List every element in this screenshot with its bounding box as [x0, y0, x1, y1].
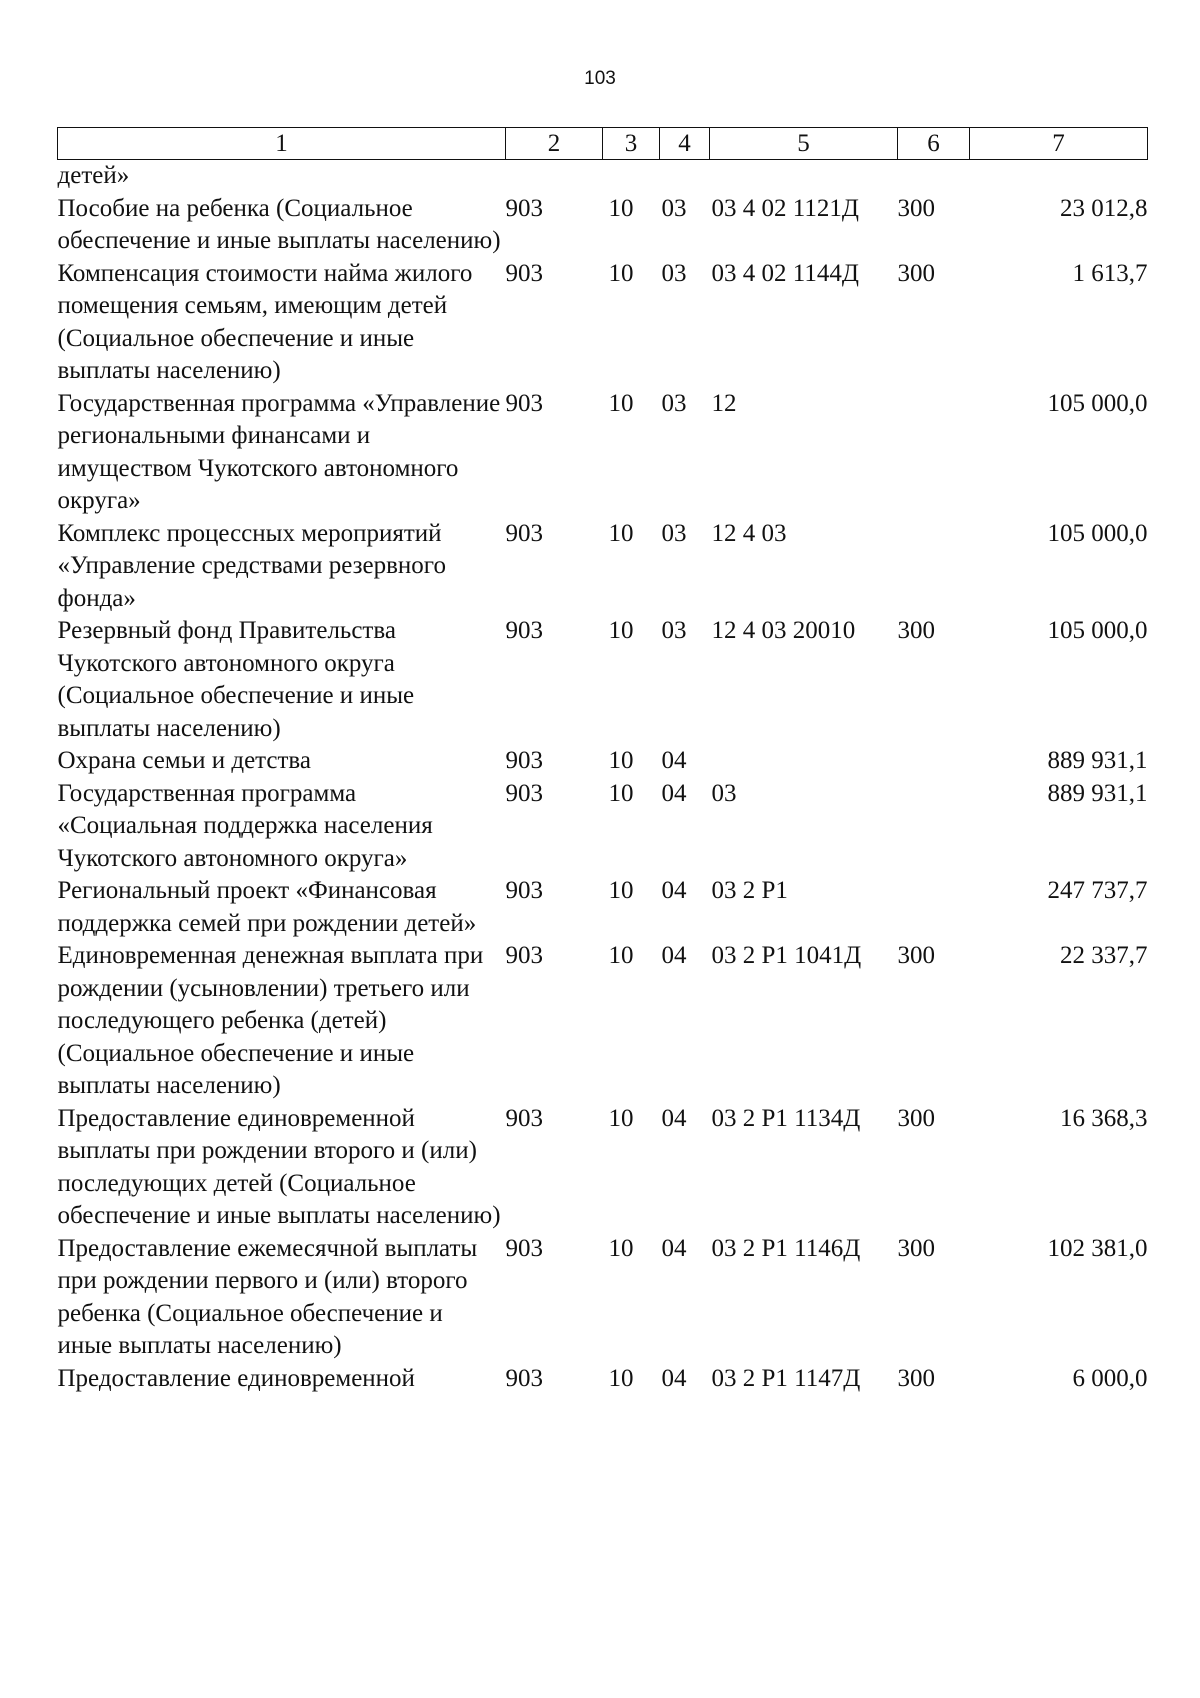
expense-type-code: 300: [897, 1234, 935, 1262]
target-article-code: 03 2 Р1 1134Д: [711, 1104, 861, 1132]
admin-code: [506, 160, 603, 193]
target-article-code: 03 2 Р1: [711, 877, 788, 904]
section-code: [603, 160, 660, 193]
table-body: [58, 160, 1148, 1396]
table-row: [58, 615, 1148, 745]
subsection-code: 03: [661, 194, 687, 222]
expense-type-code: 300: [897, 942, 935, 969]
amount: 102 381,0: [1047, 1234, 1148, 1262]
item-name: Предоставление единовременной: [57, 1364, 415, 1392]
expense-type-code: [898, 745, 970, 778]
amount: 889 931,1: [1047, 779, 1148, 807]
admin-code: 903: [505, 877, 543, 904]
table-row: [58, 193, 1148, 258]
amount: [970, 160, 1148, 193]
subsection-code: 04: [661, 779, 687, 807]
table-row: [58, 388, 1148, 518]
section-code: 10: [608, 1364, 634, 1392]
item-name: Охрана семьи и детства: [57, 747, 311, 774]
section-code: 10: [608, 389, 634, 417]
amount: 1 613,7: [1072, 259, 1148, 287]
target-article-code: 03: [711, 779, 737, 807]
admin-code: 903: [505, 942, 543, 969]
table-row: [58, 940, 1148, 1103]
column-number-4: 4: [660, 128, 710, 160]
amount: 16 368,3: [1060, 1104, 1148, 1132]
budget-table: [57, 127, 1148, 1395]
expense-type-code: [898, 778, 970, 876]
table-row: [58, 1103, 1148, 1233]
section-code: 10: [608, 194, 634, 222]
column-number-2: 2: [506, 128, 603, 160]
section-code: 10: [608, 1104, 634, 1132]
column-number-7: 7: [970, 128, 1148, 160]
target-article-code: 03 4 02 1144Д: [711, 259, 859, 287]
admin-code: 903: [505, 1234, 543, 1262]
table-row: [58, 875, 1148, 940]
expense-type-code: [898, 518, 970, 616]
expense-type-code: 300: [897, 194, 935, 222]
target-article-code: 03 2 Р1 1147Д: [711, 1364, 861, 1392]
target-article-code: 03 2 Р1 1146Д: [711, 1234, 861, 1262]
subsection-code: [660, 160, 710, 193]
table-row: [58, 1233, 1148, 1363]
section-code: 10: [608, 942, 634, 969]
amount: 23 012,8: [1060, 194, 1148, 222]
subsection-code: 04: [661, 1364, 687, 1392]
expense-type-code: 300: [897, 1364, 935, 1392]
target-article-code: 12: [711, 389, 737, 417]
amount: 105 000,0: [1047, 519, 1148, 547]
table-header: [58, 128, 1148, 160]
amount: 889 931,1: [1047, 747, 1148, 774]
item-name: Региональный проект «Финансовая поддержка семей при рождении детей»: [57, 877, 477, 937]
target-article-code: 03 2 Р1 1041Д: [711, 942, 862, 969]
item-name: Государственная программа «Управление региональными финансами и имуществом Чукотского автономного округа»: [57, 389, 501, 514]
amount: 6 000,0: [1072, 1364, 1148, 1392]
item-name: Пособие на ребенка (Социальное обеспечение и иные выплаты населению): [57, 194, 501, 254]
admin-code: 903: [505, 747, 543, 774]
expense-type-code: [898, 388, 970, 518]
subsection-code: 03: [661, 519, 687, 547]
page-number: 103: [584, 68, 616, 89]
admin-code: 903: [505, 1364, 543, 1392]
subsection-code: 04: [661, 942, 687, 969]
amount: 105 000,0: [1047, 617, 1148, 644]
item-name: Государственная программа «Социальная поддержка населения Чукотского автономного округа»: [57, 779, 433, 872]
subsection-code: 03: [661, 617, 687, 644]
amount: 247 737,7: [1047, 877, 1148, 904]
target-article-code: 03 4 02 1121Д: [711, 194, 859, 222]
item-name: Предоставление ежемесячной выплаты при рождении первого и (или) второго ребенка (Социальное обеспечение и иные выплаты населению): [57, 1234, 478, 1359]
expense-type-code: 300: [897, 617, 935, 644]
column-number-5: 5: [710, 128, 898, 160]
target-article-code: [710, 160, 898, 193]
admin-code: 903: [505, 194, 543, 222]
column-number-1: 1: [58, 128, 506, 160]
admin-code: 903: [505, 1104, 543, 1132]
section-code: 10: [608, 519, 634, 547]
item-name: Единовременная денежная выплата при рождении (усыновлении) третьего или последующего ребенка (детей) (Социальное обеспечение и иные выплаты населению): [57, 942, 484, 1099]
subsection-code: 04: [661, 747, 687, 774]
section-code: 10: [608, 259, 634, 287]
table-row: [58, 778, 1148, 876]
admin-code: 903: [505, 617, 543, 644]
item-name: Предоставление единовременной выплаты при рождении второго и (или) последующих детей (Социальное обеспечение и иные выплаты населению): [57, 1104, 501, 1229]
admin-code: 903: [505, 389, 543, 417]
column-number-3: 3: [603, 128, 660, 160]
section-code: 10: [608, 1234, 634, 1262]
table-row: [58, 518, 1148, 616]
amount: 22 337,7: [1060, 942, 1148, 969]
subsection-code: 03: [661, 389, 687, 417]
target-article-code: 12 4 03: [711, 519, 787, 547]
subsection-code: 04: [661, 1104, 687, 1132]
expense-type-code: [898, 875, 970, 940]
section-code: 10: [608, 617, 634, 644]
section-code: 10: [608, 877, 634, 904]
table-row: [58, 258, 1148, 388]
table-row: [58, 745, 1148, 778]
amount: 105 000,0: [1047, 389, 1148, 417]
admin-code: 903: [505, 779, 543, 807]
table-row: [58, 160, 1148, 193]
section-code: 10: [608, 747, 634, 774]
item-name: Резервный фонд Правительства Чукотского автономного округа (Социальное обеспечение и иные выплаты населению): [57, 617, 415, 742]
header-row: [58, 128, 1148, 160]
column-number-6: 6: [898, 128, 970, 160]
subsection-code: 04: [661, 877, 687, 904]
section-code: 10: [608, 779, 634, 807]
expense-type-code: 300: [897, 259, 935, 287]
admin-code: 903: [505, 259, 543, 287]
expense-type-code: [898, 160, 970, 193]
item-name: Компенсация стоимости найма жилого помещения семьям, имеющим детей (Социальное обеспечение и иные выплаты населению): [57, 259, 473, 384]
item-name: Комплекс процессных мероприятий «Управление средствами резервного фонда»: [57, 519, 446, 612]
item-name: детей»: [57, 162, 130, 189]
subsection-code: 04: [661, 1234, 687, 1262]
expense-type-code: 300: [897, 1104, 935, 1132]
admin-code: 903: [505, 519, 543, 547]
target-article-code: [710, 745, 898, 778]
table-row: [58, 1363, 1148, 1396]
subsection-code: 03: [661, 259, 687, 287]
target-article-code: 12 4 03 20010: [711, 617, 856, 644]
